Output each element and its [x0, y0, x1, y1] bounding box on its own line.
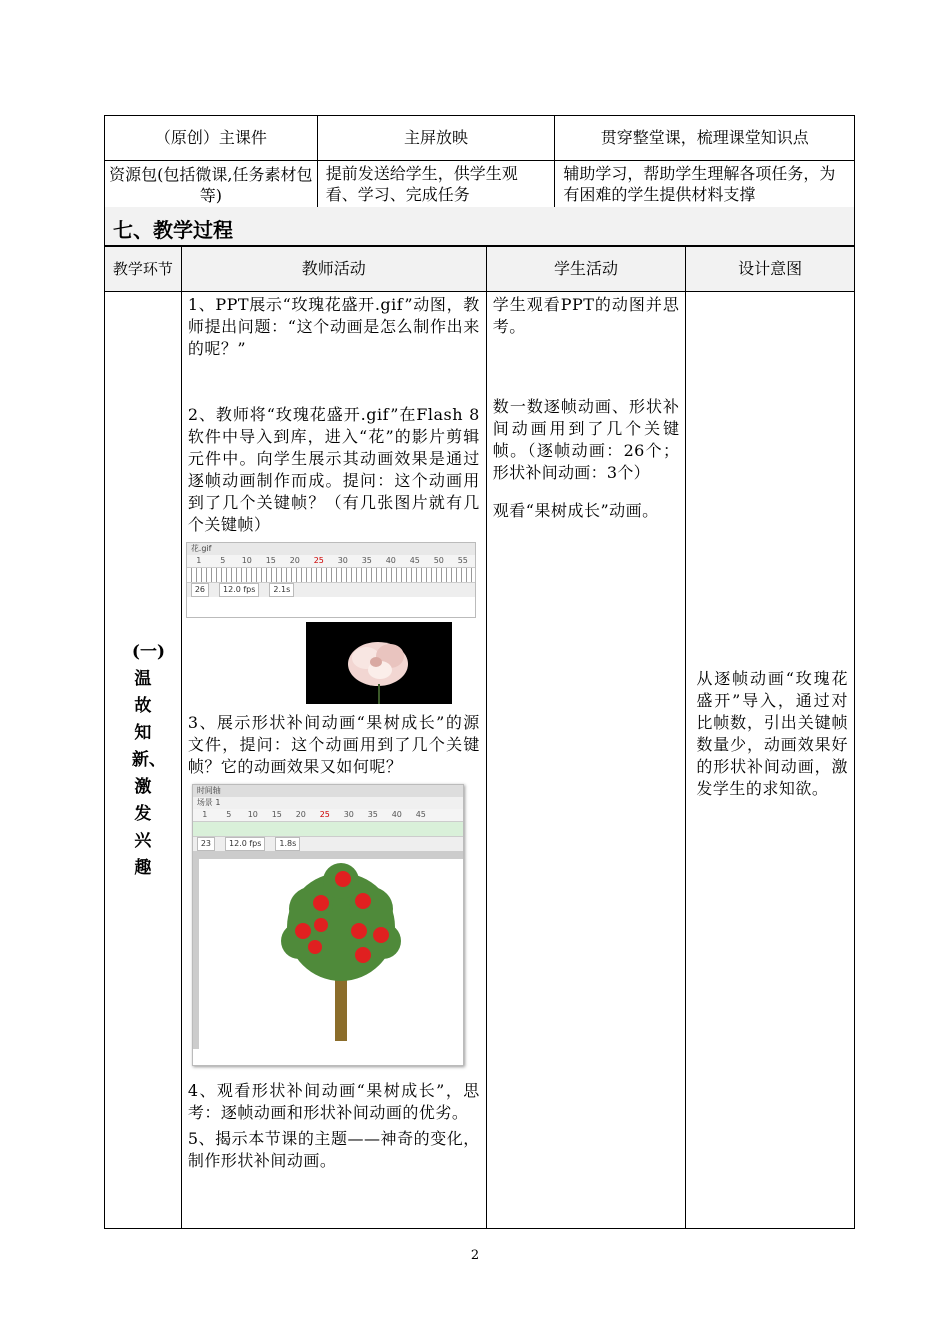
section-title: 七、教学过程 — [113, 218, 233, 242]
stage-label-text: (一)温故知新、激发兴趣 — [131, 641, 166, 878]
resource-purpose: 辅助学习，帮助学生理解各项任务，为有困难的学生提供材料支撑 — [555, 161, 855, 210]
teacher-step-4: 4、观看形状补间动画“果树成长”，思考：逐帧动画和形状补间动画的优劣。 — [187, 1081, 480, 1122]
header-design: 设计意图 — [686, 247, 855, 292]
current-frame: 23 — [197, 837, 215, 851]
resource-purpose: 贯穿整堂课，梳理课堂知识点 — [555, 116, 855, 161]
frame-rate: 12.0 fps — [219, 583, 259, 597]
timeline-title: 时间轴 — [193, 785, 463, 797]
ruler-tick: 25 — [319, 810, 330, 819]
resource-name: （原创）主课件 — [105, 116, 318, 161]
rose-image — [306, 622, 452, 704]
teacher-step-2: 2、教师将“玫瑰花盛开.gif”在Flash 8软件中导入到库，进入“花”的影片剪辑元件中。向学生展示其动画效果是通过逐帧动画制作而成。提问：这个动画用到了几个关键帧？（有几张图片就有几个关键帧） — [187, 405, 480, 534]
ruler-tick: 50 — [433, 556, 444, 565]
student-step-1: 学生观看PPT的动图并思考。 — [492, 295, 680, 336]
frame-rate: 12.0 fps — [225, 837, 265, 851]
student-step-3: 观看“果树成长”动画。 — [492, 501, 659, 520]
resource-usage: 主屏放映 — [317, 116, 555, 161]
teacher-activity — [181, 292, 486, 1229]
resource-name: 资源包(包括微课,任务素材包等) — [105, 161, 318, 210]
ruler-tick: 30 — [337, 556, 348, 565]
timeline-status — [193, 837, 463, 851]
student-step-2: 数一数逐帧动画、形状补间动画用到了几个关键帧。（逐帧动画：26个；形状补间动画：3个） — [492, 397, 680, 482]
ruler-tick: 15 — [265, 556, 276, 565]
process-header-row — [105, 247, 855, 292]
resource-table — [104, 115, 855, 210]
ruler-tick: 35 — [367, 810, 378, 819]
ruler-tick: 5 — [226, 810, 232, 819]
process-row — [105, 292, 855, 1229]
header-student: 学生活动 — [486, 247, 686, 292]
timeline-tab: 花.gif — [187, 543, 475, 555]
fruit-tree-screenshot — [192, 784, 464, 1066]
design-intent — [686, 292, 855, 1229]
header-teacher: 教师活动 — [181, 247, 486, 292]
ruler-tick: 5 — [220, 556, 226, 565]
timeline-ruler — [193, 809, 463, 821]
ruler-tick: 1 — [196, 556, 202, 565]
ruler-tick: 35 — [361, 556, 372, 565]
teacher-step-3: 3、展示形状补间动画“果树成长”的源文件，提问：这个动画用到了几个关键帧？它的动画效果又如何呢？ — [187, 713, 480, 776]
section-heading — [104, 207, 855, 246]
timeline-status — [187, 583, 475, 597]
resource-usage: 提前发送给学生，供学生观看、学习、完成任务 — [317, 161, 555, 210]
ruler-tick: 15 — [271, 810, 282, 819]
ruler-tick: 40 — [385, 556, 396, 565]
timeline-ruler — [187, 555, 475, 567]
ruler-tick: 30 — [343, 810, 354, 819]
elapsed-time: 2.1s — [269, 583, 294, 597]
ruler-tick: 10 — [241, 556, 252, 565]
current-frame: 26 — [191, 583, 209, 597]
ruler-tick: 40 — [391, 810, 402, 819]
flash-timeline-screenshot — [186, 542, 476, 618]
header-stage: 教学环节 — [105, 247, 182, 292]
ruler-tick: 20 — [295, 810, 306, 819]
tween-track — [193, 821, 463, 837]
design-text: 从逐帧动画“玫瑰花盛开”导入，通过对比帧数，引出关键帧数量少，动画效果好的形状补间动画，激发学生的求知欲。 — [696, 669, 848, 798]
ruler-tick: 10 — [247, 810, 258, 819]
resource-row — [105, 161, 855, 210]
student-activity — [486, 292, 686, 1229]
ruler-tick: 1 — [202, 810, 208, 819]
ruler-tick: 45 — [415, 810, 426, 819]
process-table — [104, 246, 855, 1229]
ruler-tick: 20 — [289, 556, 300, 565]
teacher-step-1: 1、PPT展示“玫瑰花盛开.gif”动图，教师提出问题：“这个动画是怎么制作出来的呢？” — [187, 295, 480, 358]
ruler-tick: 45 — [409, 556, 420, 565]
fruit-tree-image — [193, 859, 461, 1049]
elapsed-time: 1.8s — [275, 837, 300, 851]
stage-label — [105, 292, 182, 1229]
scene-label: 场景 1 — [193, 797, 463, 809]
resource-row — [105, 116, 855, 161]
teacher-step-5: 5、揭示本节课的主题——神奇的变化，制作形状补间动画。 — [187, 1129, 480, 1170]
page-number: 2 — [470, 1248, 480, 1263]
ruler-tick: 55 — [457, 556, 468, 565]
ruler-tick: 25 — [313, 556, 324, 565]
keyframes-track — [187, 567, 475, 583]
